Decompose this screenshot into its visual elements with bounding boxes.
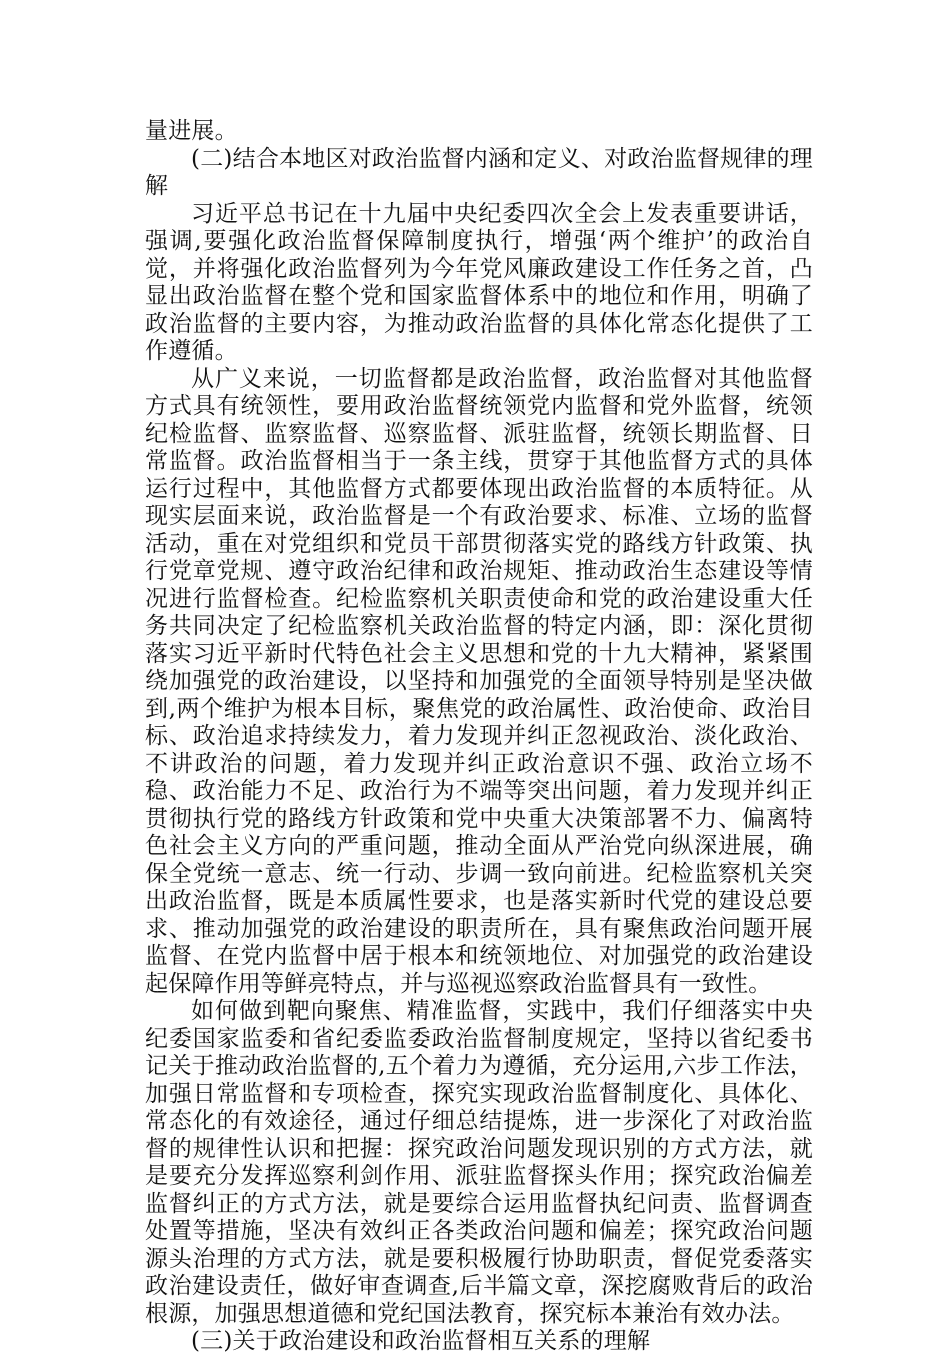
- paragraph-definition: 从广义来说，一切监督都是政治监督，政治监督对其他监督方式具有统领性，要用政治监督统领党内监督和党外监督，统领纪检监督、监察监督、巡察监督、派驻监督，统领长期监督、日常监督。政治监督相当于一条主线，贯穿于其他监督方式的具体运行过程中，其他监督方式都要体现出政治监督的本质特征。从现实层面来说，政治监督是一个有政治要求、标准、立场的监督活动，重在对党组织和党员干部贯彻落实党的路线方针政策、执行党章党规、遵守政治纪律和政治规矩、推动政治生态建设等情况进行监督检查。纪检监察机关职责使命和党的政治建设重大任务共同决定了纪检监察机关政治监督的特定内涵，即：深化贯彻落实习近平新时代特色社会主义思想和党的十九大精神，紧紧围绕加强党的政治建设，以坚持和加强党的全面领导特别是坚决做到,两个维护为根本目标，聚焦党的政治属性、政治使命、政治目标、政治追求持续发力，着力发现并纠正忽视政治、淡化政治、不讲政治的问题，着力发现并纠正政治意识不强、政治立场不稳、政治能力不足、政治行为不端等突出问题，着力发现并纠正贯彻执行党的路线方针政策和党中央重大决策部署不力、偏离特色社会主义方向的严重问题，推动全面从严治党向纵深进展，确保全党统一意志、统一行动、步调一致向前进。纪检监察机关突出政治监督，既是本质属性要求，也是落实新时代党的建设总要求、推动加强党的政治建设的职责所在，具有聚焦政治问题开展监督、在党内监督中居于根本和统领地位、对加强党的政治建设起保障作用等鲜亮特点，并与巡视巡察政治监督具有一致性。: [145, 365, 813, 997]
- section-heading-2: (二)结合本地区对政治监督内涵和定义、对政治监督规律的理解: [145, 145, 813, 199]
- document-body: [145, 118, 813, 1356]
- section-heading-3: (三)关于政治建设和政治监督相互关系的理解: [191, 1328, 651, 1354]
- paragraph-continuation: 量进展。: [145, 118, 238, 144]
- paragraph-speech: 习近平总书记在十九届中央纪委四次全会上发表重要讲话，强调,要强化政治监督保障制度执行，增强‘两个维护’的政治自觉，并将强化政治监督列为今年党风廉政建设工作任务之首，凸显出政治监督在整个党和国家监督体系中的地位和作用，明确了政治监督的主要内容，为推动政治监督的具体化常态化提供了工作遵循。: [145, 200, 813, 364]
- paragraph-practice: 如何做到靶向聚焦、精准监督，实践中，我们仔细落实中央纪委国家监委和省纪委监委政治监督制度规定，坚持以省纪委书记关于推动政治监督的,五个着力为遵循，充分运用,六步工作法，加强日常监督和专项检查，探究实现政治监督制度化、具体化、常态化的有效途径，通过仔细总结提炼，进一步深化了对政治监督的规律性认识和把握：探究政治问题发现识别的方式方法，就是要充分发挥巡察利剑作用、派驻监督探头作用；探究政治偏差监督纠正的方式方法，就是要综合运用监督执纪问责、监督调查处置等措施，坚决有效纠正各类政治问题和偏差；探究政治问题源头治理的方式方法，就是要积极履行协助职责，督促党委落实政治建设责任，做好审查调查,后半篇文章，深挖腐败背后的政治根源，加强思想道德和党纪国法教育，探究标本兼治有效办法。: [145, 998, 813, 1327]
